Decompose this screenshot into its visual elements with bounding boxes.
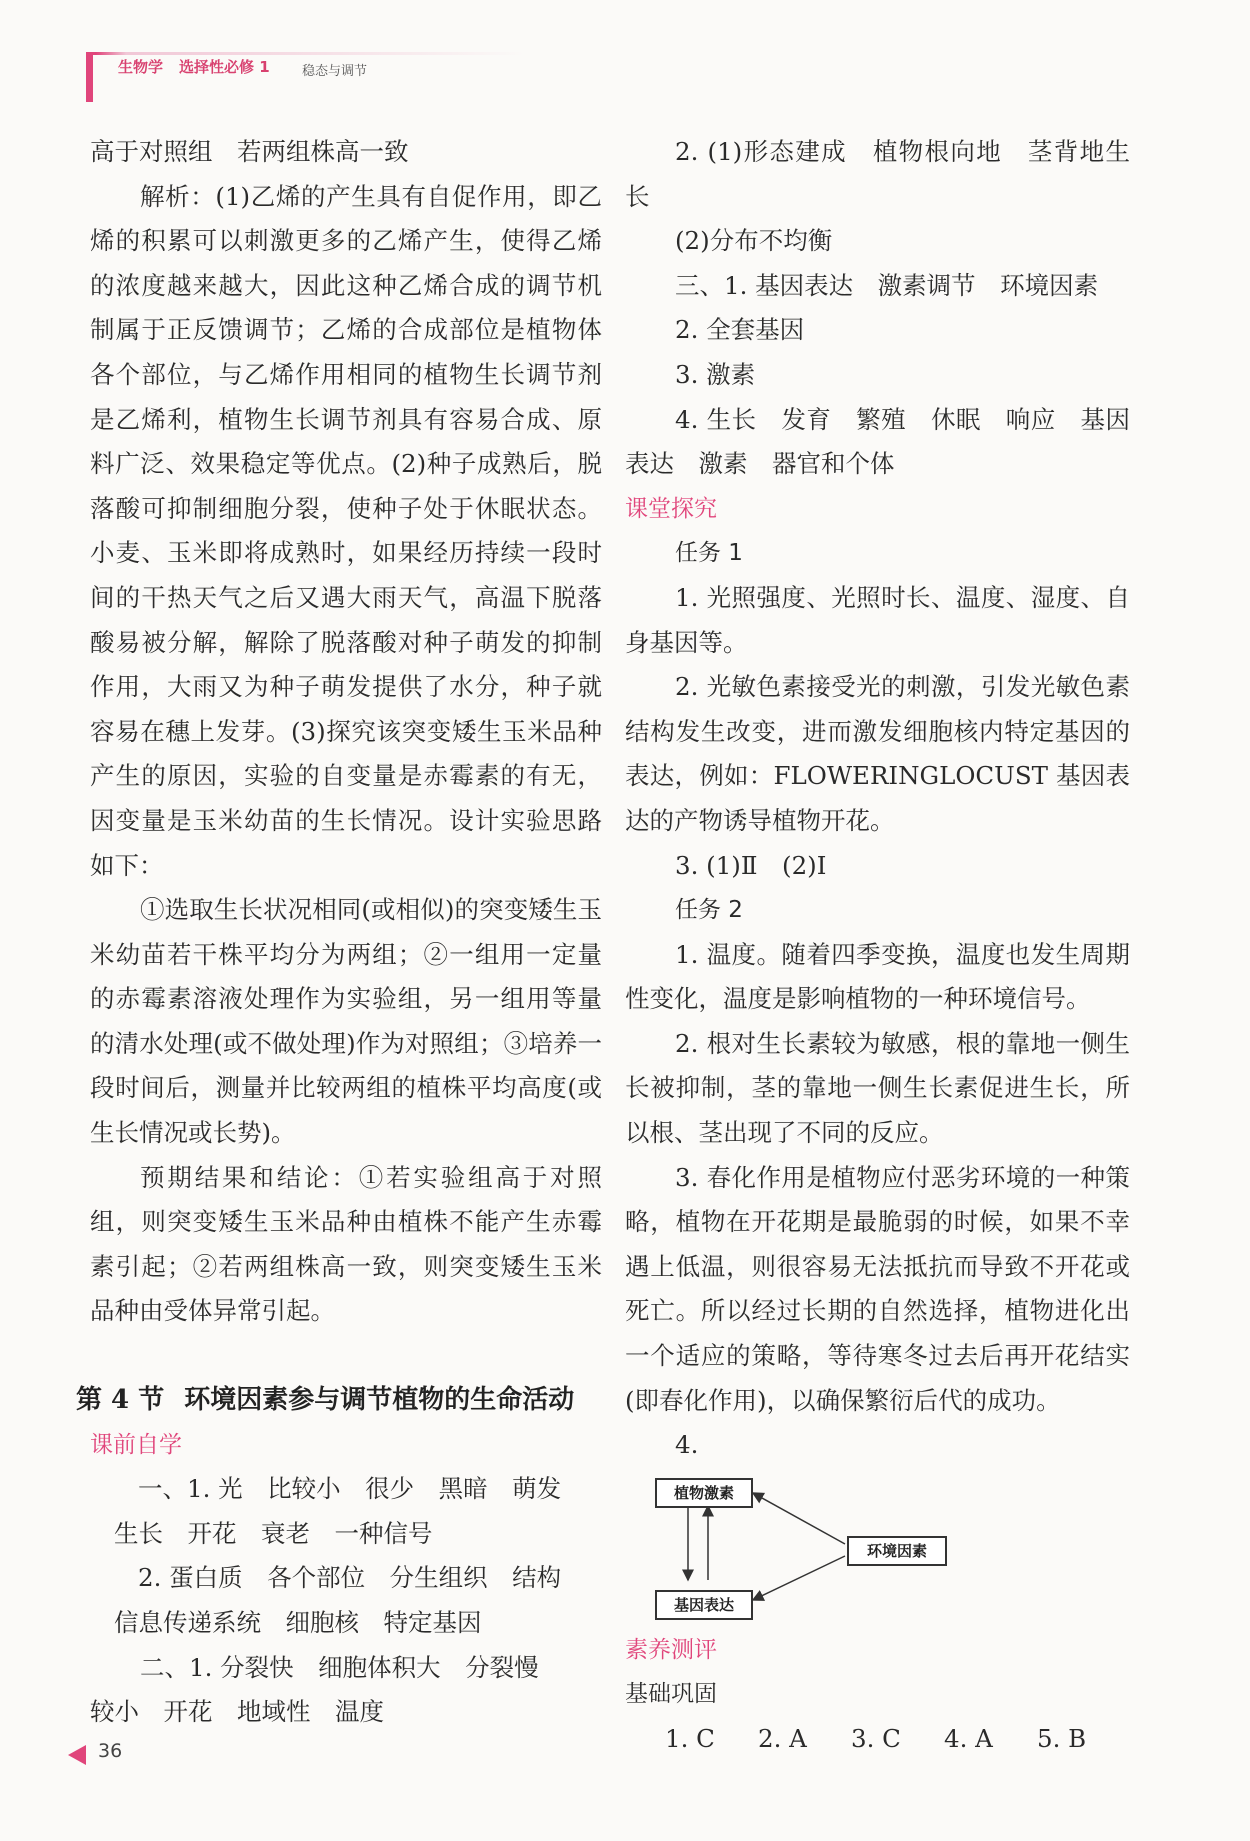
experiment-design-paragraph: ①选取生长状况相同(或相似)的突变矮生玉米幼苗若干株平均分为两组；②一组用一定量的赤霉素溶液处理作为实验组，另一组用等量的清水处理(或不做处理)作为对照组；③培养一段时间后，测量并比较两组的植株平均高度(或生长情况或长势)。 [90, 895, 602, 1148]
pre-study-item-2a: 2. 蛋白质 各个部位 分生组织 结构 [138, 1563, 562, 1593]
label-literacy-assessment: 素养测评 [625, 1636, 717, 1663]
section-title: 环境因素参与调节植物的生命活动 [184, 1385, 575, 1416]
section-heading [76, 1378, 602, 1423]
mc-answer: 1. C [665, 1724, 715, 1753]
mc-answer: 3. C [851, 1724, 901, 1753]
analysis-paragraph: 解析：(1)乙烯的产生具有自促作用，即乙烯的积累可以刺激更多的乙烯产生，使得乙烯的浓度越来越大，因此这种乙烯合成的调节机制属于正反馈调节；乙烯的合成部位是植物体各个部位，与乙烯作用相同的植物生长调节剂是乙烯利，植物生长调节剂具有容易合成、原料广泛、效果稳定等优点。(2)种子成熟后，脱落酸可抑制细胞分裂，使种子处于休眠状态。小麦、玉米即将成熟时，如果经历持续一段时间的干热天气之后又遇大雨天气，高温下脱落酸易被分解，解除了脱落酸对种子萌发的抑制作用，大雨又为种子萌发提供了水分，种子就容易在穗上发芽。(3)探究该突变矮生玉米品种产生的原因，实验的自变量是赤霉素的有无，因变量是玉米幼苗的生长情况。设计实验思路如下： [90, 181, 602, 880]
right-column [625, 130, 1130, 1762]
task-1-answer-3: 3. (1)Ⅱ (2)Ⅰ [675, 850, 827, 880]
box-gene-expression: 基因表达 [655, 1590, 753, 1620]
header-subject [118, 56, 270, 77]
task-2-answer-1: 1. 温度。随着四季变换，温度也发生周期性变化，温度是影响植物的一种环境信号。 [625, 939, 1130, 1014]
header-subject-name: 生物学 [118, 58, 164, 76]
header-rule [86, 52, 526, 55]
page-number: 36 [98, 1740, 123, 1762]
task-2-heading: 任务 2 [675, 897, 743, 924]
task-1-answer-2: 2. 光敏色素接受光的刺激，引发光敏色素结构发生改变，进而激发细胞核内特定基因的表达，例如：FLOWERINGLOCUST 基因表达的产物诱导植物开花。 [625, 672, 1130, 835]
pre-study-item-3a: 二、1. 分裂快 细胞体积大 分裂慢 [140, 1652, 539, 1682]
regulation-diagram [625, 1468, 1130, 1628]
answer-item-2-2: (2)分布不均衡 [675, 226, 833, 256]
task-2-answer-3: 3. 春化作用是植物应付恶劣环境的一种策略，植物在开花期是最脆弱的时候，如果不幸遇上低温，则很容易无法抵抗而导致不开花或死亡。所以经过长期的自然选择，植物进化出一个适应的策略，等待寒冬过去后再开花结实(即春化作用)，以确保繁衍后代的成功。 [625, 1162, 1130, 1415]
answer-item-3-3: 3. 激素 [675, 359, 756, 389]
header-book-name: 选择性必修 1 [179, 58, 270, 76]
box-plant-hormone: 植物激素 [655, 1478, 753, 1508]
header-accent-bar [86, 52, 93, 102]
header-chapter: 稳态与调节 [302, 64, 368, 79]
pre-study-item-3b: 较小 开花 地域性 温度 [90, 1697, 384, 1727]
answer-item-2-1: 2. (1)形态建成 植物根向地 茎背地生长 [625, 137, 1130, 211]
mc-answer: 5. B [1037, 1724, 1087, 1753]
expected-results-paragraph: 预期结果和结论：①若实验组高于对照组，则突变矮生玉米品种由植株不能产生赤霉素引起；②若两组株高一致，则突变矮生玉米品种由受体异常引起。 [90, 1162, 602, 1326]
mc-answer: 2. A [758, 1724, 807, 1753]
pre-study-item-1b: 生长 开花 衰老 一种信号 [114, 1518, 433, 1548]
mc-answer: 4. A [944, 1724, 993, 1753]
task-2-answer-2: 2. 根对生长素较为敏感，根的靠地一侧生长被抑制，茎的靠地一侧生长素促进生长，所以根、茎出现了不同的反应。 [625, 1028, 1130, 1148]
answer-item-3-4: 4. 生长 发育 繁殖 休眠 响应 基因表达 激素 器官和个体 [625, 404, 1130, 479]
box-environment-factors: 环境因素 [847, 1536, 947, 1566]
task-1-answer-1: 1. 光照强度、光照时长、温度、湿度、自身基因等。 [625, 582, 1130, 657]
label-class-exploration: 课堂探究 [625, 495, 717, 522]
left-column [76, 130, 602, 1735]
page-arrow-icon [68, 1745, 86, 1765]
pre-study-item-1a: 一、1. 光 比较小 很少 黑暗 萌发 [138, 1474, 562, 1504]
answer-item-3-2: 2. 全套基因 [675, 315, 805, 345]
section-number: 第 4 节 [76, 1385, 165, 1416]
answer-item-3-1: 三、1. 基因表达 激素调节 环境因素 [675, 270, 1099, 300]
answer-continuation: 高于对照组 若两组株高一致 [90, 137, 409, 166]
label-pre-study: 课前自学 [90, 1431, 182, 1458]
basic-consolidation-heading: 基础巩固 [625, 1681, 717, 1708]
task-1-heading: 任务 1 [675, 540, 743, 567]
task-2-answer-4: 4. [675, 1430, 699, 1460]
mc-answers [625, 1717, 1130, 1762]
pre-study-item-2b: 信息传递系统 细胞核 特定基因 [114, 1608, 482, 1637]
